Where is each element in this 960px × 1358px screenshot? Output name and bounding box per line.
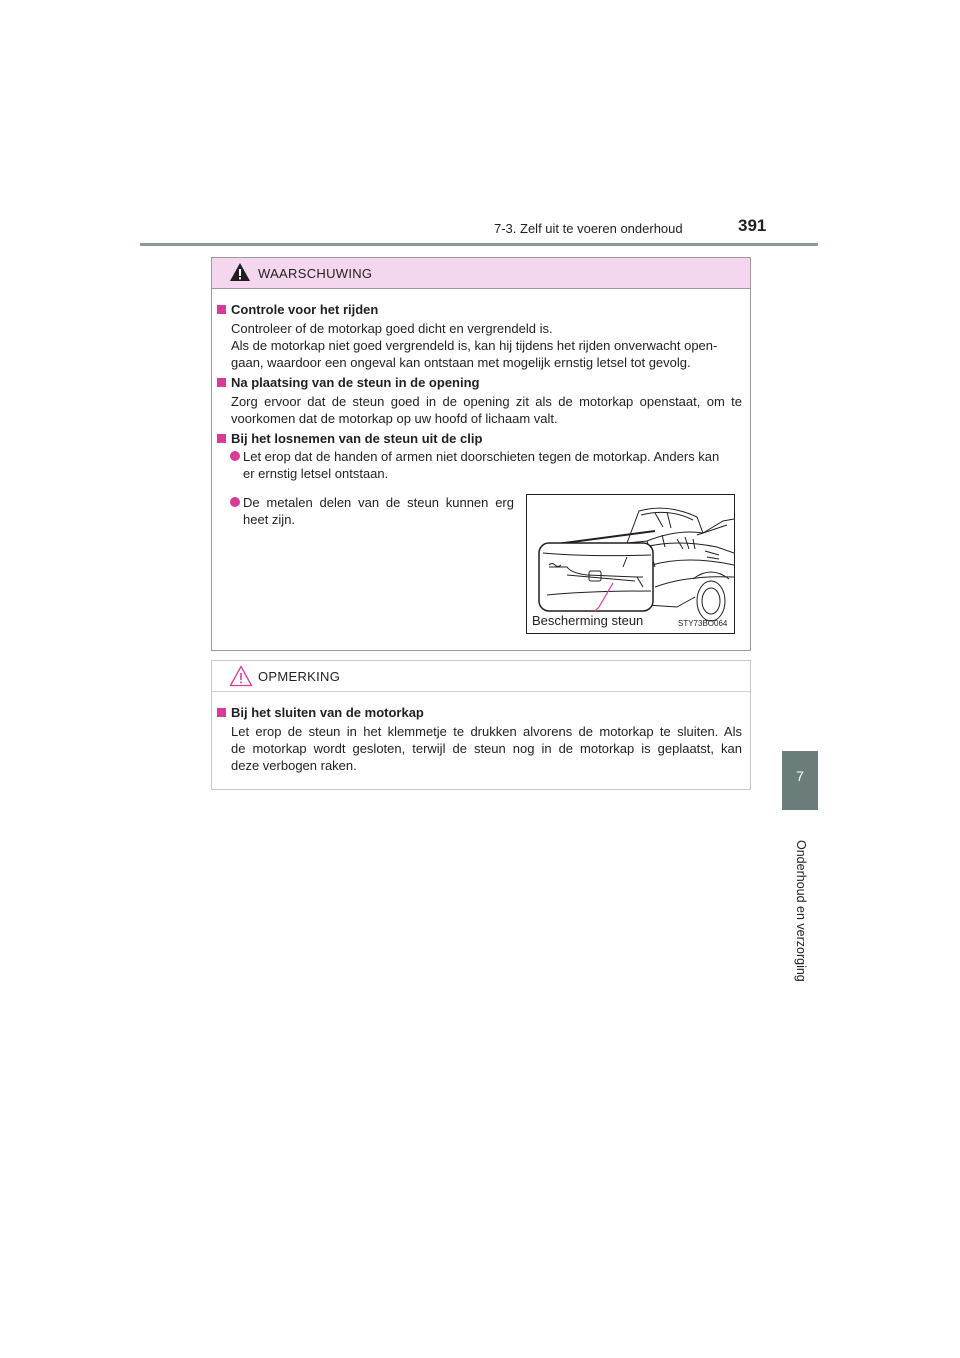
text-line: gaan, waardoor een ongeval kan ontstaan met mogelijk ernstig letsel tot gevolg. (231, 355, 691, 370)
warning-box (211, 257, 751, 651)
note-box (211, 660, 751, 790)
section-heading (217, 705, 424, 720)
chapter-number: 7 (796, 768, 804, 784)
chapter-title: Onderhoud en verzorging (794, 840, 808, 982)
section-heading (217, 431, 482, 446)
page-number: 391 (738, 216, 767, 235)
warning-triangle-icon (229, 262, 251, 282)
text-line: Let erop dat de handen of armen niet doorschieten tegen de motorkap. Anders kan (243, 449, 720, 464)
heading-text: Bij het losnemen van de steun uit de clip (231, 431, 483, 446)
hood-support-illustration (526, 494, 735, 634)
caution-triangle-icon (229, 665, 253, 687)
round-bullet-icon (230, 497, 240, 507)
square-bullet-icon (217, 434, 226, 443)
text-line: deze verbogen raken. (231, 758, 357, 773)
text-line: heet zijn. (243, 512, 296, 527)
section-paragraph (231, 393, 742, 427)
section-heading (217, 302, 378, 317)
bullet-paragraph (243, 448, 744, 482)
text-line: De metalen delen van de steun kunnen erg (243, 495, 514, 510)
note-header (212, 661, 750, 692)
heading-text: Na plaatsing van de steun in de opening (231, 375, 480, 390)
text-line: Als de motorkap niet goed vergrendeld is, kan hij tijdens het rijden onverwacht open- (231, 338, 718, 353)
square-bullet-icon (217, 305, 226, 314)
figure-caption: Bescherming steun (532, 613, 644, 628)
figure-code: STY73BO064 (678, 619, 728, 628)
square-bullet-icon (217, 708, 226, 717)
text-line: er ernstig letsel ontstaan. (243, 466, 389, 481)
warning-header (212, 258, 750, 289)
text-line: Let erop de steun in het klemmetje te drukken alvorens de motorkap te sluiten. Als (231, 724, 742, 739)
heading-text: Controle voor het rijden (231, 302, 379, 317)
square-bullet-icon (217, 378, 226, 387)
note-paragraph (231, 723, 742, 774)
round-bullet-icon (230, 451, 240, 461)
text-line: voorkomen dat de motorkap op uw hoofd of lichaam valt. (231, 411, 558, 426)
heading-text: Bij het sluiten van de motorkap (231, 705, 424, 720)
section-paragraph (231, 320, 742, 371)
text-line: de motorkap wordt gesloten, terwijl de steun nog in de motorkap is geplaatst, kan (231, 741, 742, 756)
bullet-paragraph (243, 494, 514, 528)
text-line: Zorg ervoor dat de steun goed in de opening zit als de motorkap openstaat, om te (231, 394, 742, 409)
warning-title: WAARSCHUWING (258, 266, 373, 281)
section-title: 7-3. Zelf uit te voeren onderhoud (494, 221, 683, 236)
section-heading (217, 375, 479, 390)
note-title: OPMERKING (258, 669, 341, 684)
header-divider (140, 243, 818, 246)
text-line: Controleer of de motorkap goed dicht en vergrendeld is. (231, 321, 553, 336)
